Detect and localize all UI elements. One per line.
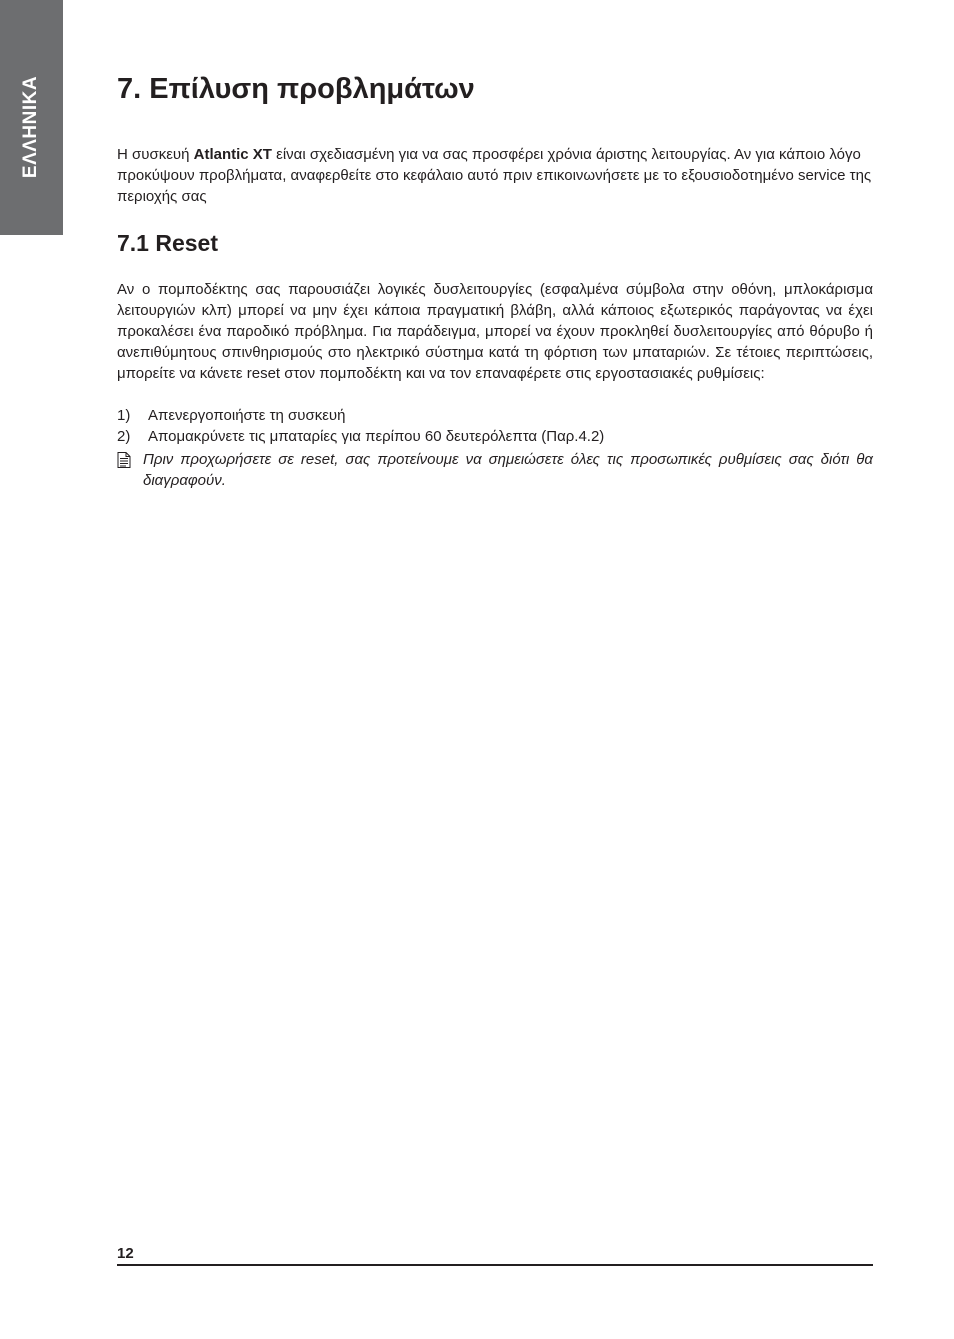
- section-heading: 7.1 Reset: [117, 230, 219, 256]
- intro-paragraph: [117, 144, 873, 207]
- page-title: 7. Επίλυση προβλημάτων: [117, 73, 475, 105]
- language-side-tab: [0, 0, 63, 235]
- reset-paragraph: Αν ο πομποδέκτης σας παρουσιάζει λογικές δυσλειτουργίες (εσφαλμένα σύμβολα στην οθόνη, μπλοκάρισμα λειτουργιών κλπ) μπορεί να μην έχει κάποια πραγματική βλάβη, αλλά κάποιος εξωτερικός παράγοντας να έχει προκαλέσει ένα παροδικό πρόβλημα. Για παράδειγμα, μπορεί να έχουν προκληθεί δυσλειτουργίες από θόρυβο ή ανεπιθύμητους σπινθηρισμούς στο ηλεκτρικό σύστημα κατά τη φόρτιση των μπαταριών. Σε τέτοιες περιπτώσεις, μπορείτε να κάνετε reset στον πομποδέκτη και να τον επαναφέρετε στις εργοστασιακές ρυθμίσεις:: [117, 281, 873, 382]
- step-text: Απομακρύνετε τις μπαταρίες για περίπου 60 δευτερόλεπτα (Παρ.4.2): [148, 428, 605, 445]
- list-item: [117, 426, 873, 447]
- note-text: Πριν προχωρήσετε σε reset, σας προτείνουμε να σημειώσετε όλες τις προσωπικές ρυθμίσεις σας διότι θα διαγραφούν.: [143, 451, 873, 489]
- step-text: Απενεργοποιήστε τη συσκευή: [148, 407, 346, 424]
- intro-text-end: είναι σχεδιασμένη για να σας προσφέρει χρόνια άριστης λειτουργίας. Αν για κάποιο λόγο προκύψουν προβλήματα, αναφερθείτε στο κεφάλαιο αυτό πριν επικοινωνήσετε με το εξουσιοδοτημένο service της περιοχής σας: [117, 146, 872, 205]
- language-tab-label: ΕΛΛΗΝΙΚΑ: [20, 75, 41, 179]
- note-icon: [117, 449, 143, 491]
- step-number: 2): [117, 428, 131, 445]
- reset-note: [117, 449, 873, 491]
- product-name: Atlantic XT: [193, 146, 272, 163]
- step-number: 1): [117, 407, 131, 424]
- reset-steps-list: [117, 405, 873, 447]
- list-item: [117, 405, 873, 426]
- intro-text-start: Η συσκευή: [117, 146, 194, 163]
- footer-divider: [117, 1264, 873, 1266]
- page-number: 12: [117, 1245, 134, 1262]
